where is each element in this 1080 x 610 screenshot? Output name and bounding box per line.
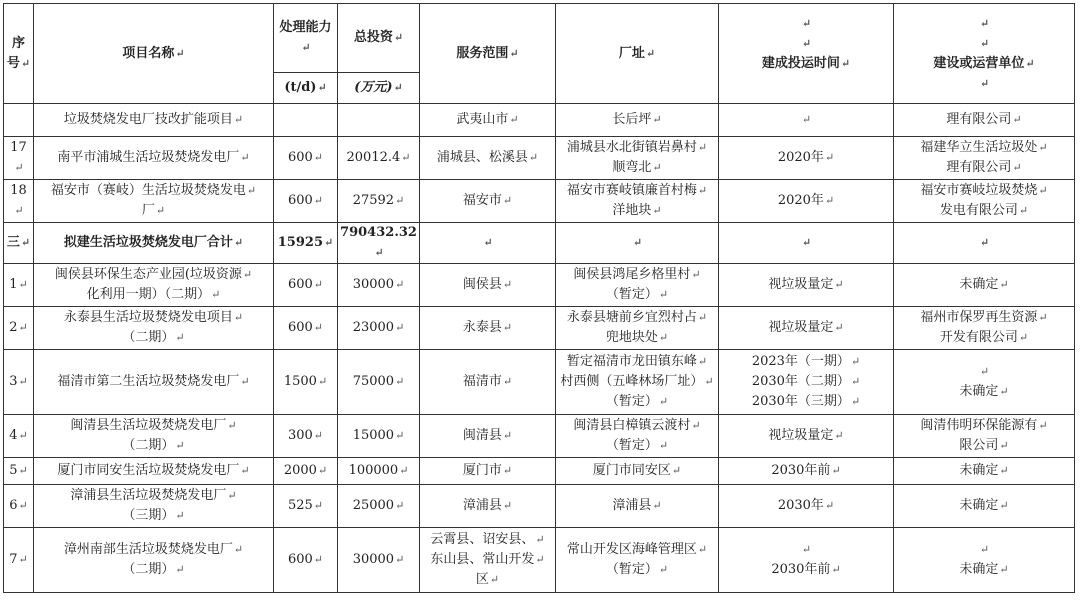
project-name-cell: 南平市浦城生活垃圾焚烧发电厂↵ xyxy=(34,137,274,180)
operator-cell-line: 未确定 xyxy=(959,562,999,577)
site-cell: 浦城县水北街镇岩鼻村↵ 顺弯北↵ xyxy=(556,137,719,180)
header-time: ↵ ↵ 建成投运时间↵ xyxy=(719,4,894,104)
project-name-cell-line: 厂 xyxy=(141,203,155,218)
operator-cell-line: 未确定 xyxy=(959,463,999,478)
operation-time-cell: 2020年↵ xyxy=(719,137,894,180)
table-row xyxy=(4,180,1075,223)
site-cell-line: 漳浦县 xyxy=(612,498,652,513)
seq-cell-value: 6 xyxy=(9,498,18,513)
operation-time-cell: ↵ xyxy=(719,223,894,264)
service-scope-cell-line: 东山县、常山开发 xyxy=(430,552,535,567)
capacity-cell: 15925↵ xyxy=(274,223,338,264)
project-name-cell: 拟建生活垃圾焚烧发电厂合计↵ xyxy=(34,223,274,264)
service-scope-cell: 漳浦县↵ xyxy=(420,485,556,528)
header-invest: 总投资↵ xyxy=(338,4,420,73)
site-cell-line: 闽清县白樟镇云渡村 xyxy=(573,418,691,433)
header-capacity: 处理能力↵ xyxy=(274,4,338,73)
operator-cell: ↵ xyxy=(894,223,1075,264)
operator-cell-line: 福安市赛岐垃圾焚烧 xyxy=(920,183,1038,198)
service-scope-cell: ↵ xyxy=(420,223,556,264)
service-scope-cell-line: 福安市 xyxy=(462,193,502,208)
investment-cell: 25000↵ xyxy=(338,485,420,528)
operation-time-cell: 视垃圾量定↵ xyxy=(719,307,894,350)
project-name-cell-line: （三期） xyxy=(122,508,175,523)
operation-time-cell-line: 2030年前 xyxy=(771,562,831,577)
site-cell: ↵ xyxy=(556,223,719,264)
header-site: 厂址↵ xyxy=(556,4,719,104)
site-cell: 闽清县白樟镇云渡村↵ （暂定）↵ xyxy=(556,415,719,458)
project-name-cell-line: 闽侯县环保生态产业园(垃圾资源 xyxy=(54,267,242,282)
service-scope-cell-line: 区 xyxy=(475,572,489,587)
header-seq-a: 序 xyxy=(11,35,25,51)
operator-cell: 未确定↵ xyxy=(894,485,1075,528)
operator-cell-line: 理有限公司 xyxy=(946,112,1012,127)
operation-time-cell-line: 视垃圾量定 xyxy=(768,428,834,443)
capacity-cell: 300↵ xyxy=(274,415,338,458)
site-cell-line: 福安市赛岐镇廉首村梅 xyxy=(566,183,697,198)
table-row xyxy=(4,350,1075,415)
investment-cell: 75000↵ xyxy=(338,350,420,415)
service-scope-cell-line: 厦门市 xyxy=(462,463,502,478)
site-cell-line: （暂定） xyxy=(605,562,658,577)
project-name-cell-line: 漳州南部生活垃圾焚烧发电厂 xyxy=(63,542,233,557)
site-cell-line: 闽侯县鸿尾乡格里村 xyxy=(573,267,691,282)
seq-cell-value: 3 xyxy=(9,374,18,389)
operation-time-cell-line: 2020年 xyxy=(777,150,824,165)
capacity-cell: 600↵ xyxy=(274,180,338,223)
table-row xyxy=(4,528,1075,593)
operator-cell-line: 闽清伟明环保能源有 xyxy=(920,418,1038,433)
site-cell-line: （暂定） xyxy=(605,287,658,302)
operator-cell-line: 理有限公司 xyxy=(946,160,1012,175)
operation-time-cell-line: 2023年（一期） xyxy=(751,354,850,369)
operator-cell: 未确定↵ xyxy=(894,458,1075,485)
project-name-cell: 厦门市同安生活垃圾焚烧发电厂↵ xyxy=(34,458,274,485)
seq-cell-value: 4 xyxy=(9,428,18,443)
header-scope: 服务范围↵ xyxy=(420,4,556,104)
header-org: ↵ ↵ 建设或运营单位↵ ↵ xyxy=(894,4,1075,104)
seq-cell: 17↵ xyxy=(4,137,34,180)
site-cell-line: 浦城县水北街镇岩鼻村 xyxy=(566,140,697,155)
capacity-cell-value: 600 xyxy=(287,193,313,208)
project-name-cell: 福安市（赛岐）生活垃圾焚烧发电↵ 厂↵ xyxy=(34,180,274,223)
operation-time-cell-line: 2030年前 xyxy=(771,463,831,478)
seq-cell-value: 18 xyxy=(10,183,27,198)
investment-cell-value: 23000 xyxy=(352,320,395,335)
capacity-cell-value: 525 xyxy=(287,498,313,513)
capacity-cell: 600↵ xyxy=(274,264,338,307)
service-scope-cell: 福清市↵ xyxy=(420,350,556,415)
operator-cell: 理有限公司↵ xyxy=(894,104,1075,137)
site-cell: 厦门市同安区↵ xyxy=(556,458,719,485)
site-cell-line: （暂定） xyxy=(605,438,658,453)
seq-cell: 三↵ xyxy=(4,223,34,264)
table-row xyxy=(4,137,1075,180)
project-name-cell: 永泰县生活垃圾焚烧发电项目↵ （二期）↵ xyxy=(34,307,274,350)
service-scope-cell-line: 永泰县 xyxy=(462,320,502,335)
seq-cell-value: 1 xyxy=(9,277,18,292)
operator-cell: 福州市保罗再生资源↵ 开发有限公司↵ xyxy=(894,307,1075,350)
capacity-cell-value: 600 xyxy=(287,320,313,335)
investment-cell: 30000↵ xyxy=(338,264,420,307)
header-row xyxy=(4,4,1075,73)
header-seq: 序 号↵ xyxy=(4,4,34,104)
operation-time-cell: 视垃圾量定↵ xyxy=(719,264,894,307)
capacity-cell-value: 300 xyxy=(287,428,313,443)
seq-cell xyxy=(4,104,34,137)
investment-cell-value: 790432.32 xyxy=(340,225,417,240)
operation-time-cell: 2030年前↵ xyxy=(719,458,894,485)
project-name-cell: 闽侯县环保生态产业园(垃圾资源↵ 化利用一期）（二期）↵ xyxy=(34,264,274,307)
service-scope-cell: 武夷山市↵ xyxy=(420,104,556,137)
service-scope-cell-line: 闽清县 xyxy=(462,428,502,443)
seq-cell: 5↵ xyxy=(4,458,34,485)
project-name-cell-line: （二期） xyxy=(122,330,175,345)
operator-cell-line: 未确定 xyxy=(959,277,999,292)
operator-cell: 福安市赛岐垃圾焚烧↵ 发电有限公司↵ xyxy=(894,180,1075,223)
operator-cell: ↵ 未确定↵ xyxy=(894,528,1075,593)
capacity-cell-value: 600 xyxy=(287,150,313,165)
operation-time-cell-line: 视垃圾量定 xyxy=(768,320,834,335)
capacity-cell: 2000↵ xyxy=(274,458,338,485)
header-invest-unit: (万元)↵ xyxy=(338,73,420,104)
service-scope-cell-line: 福清市 xyxy=(462,374,502,389)
investment-cell-value: 30000 xyxy=(352,277,395,292)
investment-cell: 790432.32↵ xyxy=(338,223,420,264)
investment-cell-value: 27592 xyxy=(352,193,395,208)
project-name-cell: 福清市第二生活垃圾焚烧发电厂↵ xyxy=(34,350,274,415)
site-cell: 漳浦县↵ xyxy=(556,485,719,528)
investment-cell: 15000↵ xyxy=(338,415,420,458)
table-row xyxy=(4,264,1075,307)
service-scope-cell-line: 武夷山市 xyxy=(456,112,509,127)
project-name-cell-line: 福安市（赛岐）生活垃圾焚烧发电 xyxy=(50,183,246,198)
capacity-cell: 1500↵ xyxy=(274,350,338,415)
service-scope-cell: 闽侯县↵ xyxy=(420,264,556,307)
seq-cell-value: 2 xyxy=(9,320,18,335)
site-cell: 长后坪↵ xyxy=(556,104,719,137)
waste-incineration-table xyxy=(3,3,1075,593)
operator-cell: 未确定↵ xyxy=(894,264,1075,307)
operation-time-cell: 视垃圾量定↵ xyxy=(719,415,894,458)
service-scope-cell: 浦城县、松溪县↵ xyxy=(420,137,556,180)
capacity-cell-value: 600 xyxy=(287,552,313,567)
capacity-cell: 600↵ xyxy=(274,528,338,593)
project-name-cell: 垃圾焚烧发电厂技改扩能项目↵ xyxy=(34,104,274,137)
capacity-cell-value: 600 xyxy=(287,277,313,292)
operation-time-cell-line: 2020年 xyxy=(777,193,824,208)
operator-cell-line: 福建华立生活垃圾处 xyxy=(920,140,1038,155)
seq-cell-value: 17 xyxy=(10,140,27,155)
service-scope-cell: 厦门市↵ xyxy=(420,458,556,485)
service-scope-cell: 云霄县、诏安县、↵ 东山县、常山开发↵ 区↵ xyxy=(420,528,556,593)
operation-time-cell: ↵ xyxy=(719,104,894,137)
investment-cell: 27592↵ xyxy=(338,180,420,223)
service-scope-cell: 永泰县↵ xyxy=(420,307,556,350)
investment-cell-value: 30000 xyxy=(352,552,395,567)
header-capacity-unit: (t/d)↵ xyxy=(274,73,338,104)
service-scope-cell: 福安市↵ xyxy=(420,180,556,223)
site-cell-line: 村西侧（五峰林场厂址） xyxy=(560,374,704,389)
operation-time-cell: 2020年↵ xyxy=(719,180,894,223)
operator-cell-line: 发电有限公司 xyxy=(939,203,1018,218)
operator-cell: 福建华立生活垃圾处↵ 理有限公司↵ xyxy=(894,137,1075,180)
table-row xyxy=(4,485,1075,528)
operator-cell-line: 开发有限公司 xyxy=(939,330,1018,345)
project-name-cell-line: 福清市第二生活垃圾焚烧发电厂 xyxy=(57,374,240,389)
project-name-cell-line: 化利用一期）（二期） xyxy=(86,287,211,302)
investment-cell-value: 25000 xyxy=(352,498,395,513)
project-name-cell-line: 漳浦县生活垃圾焚烧发电厂 xyxy=(70,488,227,503)
investment-cell: 23000↵ xyxy=(338,307,420,350)
capacity-cell xyxy=(274,104,338,137)
operation-time-cell-line: 视垃圾量定 xyxy=(768,277,834,292)
operation-time-cell: ↵ 2030年前↵ xyxy=(719,528,894,593)
investment-cell: 30000↵ xyxy=(338,528,420,593)
header-seq-b: 号 xyxy=(6,55,20,71)
project-name-cell-line: 垃圾焚烧发电厂技改扩能项目 xyxy=(63,112,233,127)
investment-cell: 20012.4↵ xyxy=(338,137,420,180)
capacity-cell-value: 15925 xyxy=(277,235,323,250)
site-cell: 闽侯县鸿尾乡格里村↵ （暂定）↵ xyxy=(556,264,719,307)
service-scope-cell-line: 漳浦县 xyxy=(462,498,502,513)
service-scope-cell-line: 浦城县、松溪县 xyxy=(436,150,528,165)
seq-cell: 7↵ xyxy=(4,528,34,593)
capacity-cell: 600↵ xyxy=(274,307,338,350)
project-name-cell-line: 拟建生活垃圾焚烧发电厂合计 xyxy=(63,235,233,250)
site-cell-line: 厦门市同安区 xyxy=(592,463,671,478)
site-cell-line: 顺弯北 xyxy=(612,160,652,175)
project-name-cell: 漳浦县生活垃圾焚烧发电厂↵ （三期）↵ xyxy=(34,485,274,528)
service-scope-cell-line: 闽侯县 xyxy=(462,277,502,292)
operator-cell: 闽清伟明环保能源有↵ 限公司↵ xyxy=(894,415,1075,458)
operator-cell-line: 未确定 xyxy=(959,498,999,513)
table-row xyxy=(4,458,1075,485)
seq-cell: 1↵ xyxy=(4,264,34,307)
capacity-cell: 525↵ xyxy=(274,485,338,528)
operation-time-cell: 2023年（一期）↵ 2030年（二期）↵ 2030年（三期）↵ xyxy=(719,350,894,415)
capacity-cell-value: 1500 xyxy=(283,374,317,389)
seq-cell: 4↵ xyxy=(4,415,34,458)
project-name-cell-line: 南平市浦城生活垃圾焚烧发电厂 xyxy=(57,150,240,165)
site-cell: 永泰县塘前乡宜烈村占↵ 兜地块处↵ xyxy=(556,307,719,350)
site-cell: 常山开发区海峰管理区↵ （暂定）↵ xyxy=(556,528,719,593)
operation-time-cell: 2030年↵ xyxy=(719,485,894,528)
site-cell-line: 洋地块 xyxy=(612,203,652,218)
project-name-cell-line: 永泰县生活垃圾焚烧发电项目 xyxy=(63,310,233,325)
seq-cell: 3↵ xyxy=(4,350,34,415)
investment-cell xyxy=(338,104,420,137)
table-row xyxy=(4,223,1075,264)
site-cell-line: 长后坪 xyxy=(612,112,652,127)
project-name-cell: 漳州南部生活垃圾焚烧发电厂↵ （二期）↵ xyxy=(34,528,274,593)
investment-cell: 100000↵ xyxy=(338,458,420,485)
operator-cell-line: 未确定 xyxy=(959,384,999,399)
capacity-cell: 600↵ xyxy=(274,137,338,180)
investment-cell-value: 20012.4 xyxy=(346,150,401,165)
investment-cell-value: 15000 xyxy=(352,428,395,443)
site-cell: 福安市赛岐镇廉首村梅↵ 洋地块↵ xyxy=(556,180,719,223)
operation-time-cell-line: 2030年 xyxy=(777,498,824,513)
table-row xyxy=(4,307,1075,350)
header-name: 项目名称↵ xyxy=(34,4,274,104)
table-row xyxy=(4,104,1075,137)
seq-cell-value: 三 xyxy=(6,235,20,250)
seq-cell: 2↵ xyxy=(4,307,34,350)
site-cell-line: 常山开发区海峰管理区 xyxy=(566,542,697,557)
project-name-cell: 闽清县生活垃圾焚烧发电厂↵ （二期）↵ xyxy=(34,415,274,458)
project-name-cell-line: 厦门市同安生活垃圾焚烧发电厂 xyxy=(57,463,240,478)
investment-cell-value: 100000 xyxy=(348,463,399,478)
operation-time-cell-line: 2030年（三期） xyxy=(751,394,850,409)
seq-cell-value: 7 xyxy=(9,552,18,567)
project-name-cell-line: （二期） xyxy=(122,438,175,453)
site-cell-line: 兜地块处 xyxy=(605,330,658,345)
operator-cell-line: 福州市保罗再生资源 xyxy=(920,310,1038,325)
project-name-cell-line: 闽清县生活垃圾焚烧发电厂 xyxy=(70,418,227,433)
investment-cell-value: 75000 xyxy=(352,374,395,389)
site-cell-line: 暂定福清市龙田镇东峰 xyxy=(566,354,697,369)
seq-cell-value: 5 xyxy=(9,463,18,478)
site-cell-line: （暂定） xyxy=(605,394,658,409)
service-scope-cell: 闽清县↵ xyxy=(420,415,556,458)
table-row xyxy=(4,415,1075,458)
capacity-cell-value: 2000 xyxy=(283,463,317,478)
site-cell: 暂定福清市龙田镇东峰↵ 村西侧（五峰林场厂址）↵ （暂定）↵ xyxy=(556,350,719,415)
operator-cell-line: 限公司 xyxy=(959,438,999,453)
seq-cell: 6↵ xyxy=(4,485,34,528)
project-name-cell-line: （二期） xyxy=(122,562,175,577)
service-scope-cell-line: 云霄县、诏安县、 xyxy=(430,532,535,547)
operator-cell: ↵ 未确定↵ xyxy=(894,350,1075,415)
site-cell-line: 永泰县塘前乡宜烈村占 xyxy=(566,310,697,325)
seq-cell: 18↵ xyxy=(4,180,34,223)
operation-time-cell-line: 2030年（二期） xyxy=(751,374,850,389)
